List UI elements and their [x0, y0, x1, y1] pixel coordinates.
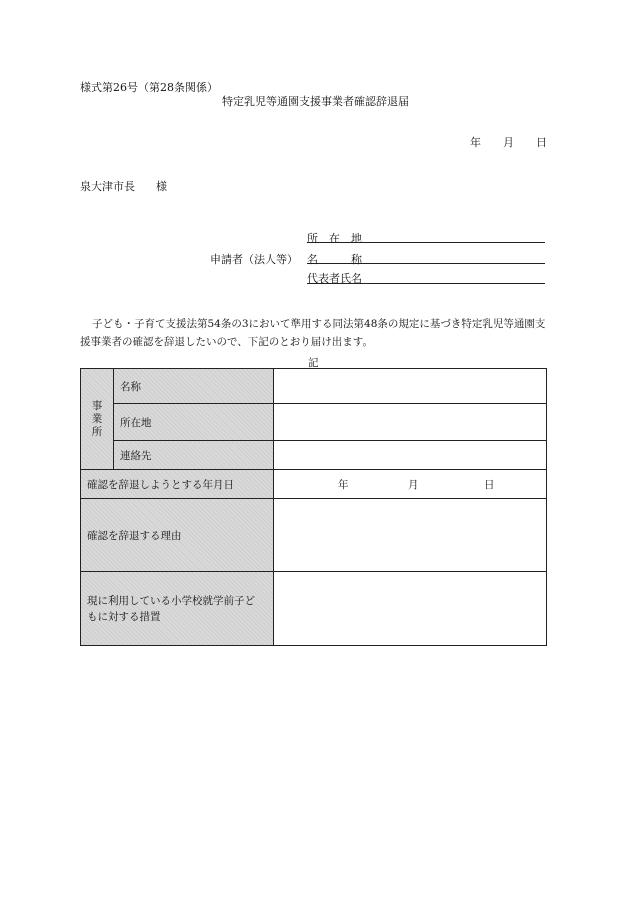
withdraw-date-month-unit: 月	[408, 479, 419, 491]
reason-label: 確認を辞退する理由	[81, 499, 274, 572]
body-text-line1: 子ども・子育て支援法第54条の3において準用する同法第48条の規定に基づき特定乳児等通園支	[92, 318, 546, 330]
withdraw-date-input-cell[interactable]	[274, 470, 547, 499]
office-label-cell	[81, 369, 114, 470]
office-name-input-cell[interactable]	[274, 369, 547, 404]
date-year-unit: 年	[470, 136, 481, 149]
withdraw-date-label: 確認を辞退しようとする年月日	[81, 470, 274, 499]
withdraw-date-year-unit: 年	[338, 479, 349, 491]
addressee-name: 泉大津市長	[80, 180, 135, 193]
office-label-char-3: 所	[91, 425, 103, 438]
table-row-office-location	[81, 404, 547, 441]
office-label-char-1: 事	[91, 399, 103, 412]
applicant-name-label: 名 称	[307, 253, 362, 266]
table-row-measures	[81, 572, 547, 646]
body-text-line2: 援事業者の確認を辞退したいので、下記のとおり届け出ます。	[80, 336, 373, 348]
withdrawal-form-table	[80, 368, 547, 646]
measures-label-line2: もに対する措置	[87, 610, 161, 623]
table-row-withdraw-date	[81, 470, 547, 499]
office-name-label: 名称	[114, 369, 274, 404]
document-title: 特定乳児等通園支援事業者確認辞退届	[222, 95, 409, 108]
table-row-office-contact	[81, 441, 547, 470]
applicant-representative-label: 代表者氏名	[307, 272, 362, 285]
office-label-char-2: 業	[91, 412, 103, 425]
applicant-location-line[interactable]	[307, 242, 545, 243]
applicant-location-label: 所 在 地	[307, 232, 362, 245]
measures-label-line1: 現に利用している小学校就学前子ど	[87, 594, 255, 607]
office-location-input-cell[interactable]	[274, 404, 547, 441]
table-row-reason	[81, 499, 547, 572]
withdraw-date-day-unit: 日	[484, 479, 495, 491]
date-day-unit: 日	[536, 136, 547, 149]
date-month-unit: 月	[503, 136, 514, 149]
applicant-representative-line[interactable]	[307, 283, 545, 284]
office-location-label: 所在地	[114, 404, 274, 441]
office-contact-label: 連絡先	[114, 441, 274, 470]
applicant-name-line[interactable]	[307, 263, 545, 264]
office-contact-input-cell[interactable]	[274, 441, 547, 470]
measures-input-cell[interactable]	[274, 572, 547, 646]
table-row-office-name	[81, 369, 547, 404]
applicant-label: 申請者（法人等）	[210, 253, 298, 266]
reason-input-cell[interactable]	[274, 499, 547, 572]
form-number: 様式第26号（第28条関係）	[80, 81, 218, 94]
measures-label-cell	[81, 572, 274, 646]
addressee-honorific: 様	[156, 180, 167, 193]
ki-heading: 記	[308, 357, 319, 369]
